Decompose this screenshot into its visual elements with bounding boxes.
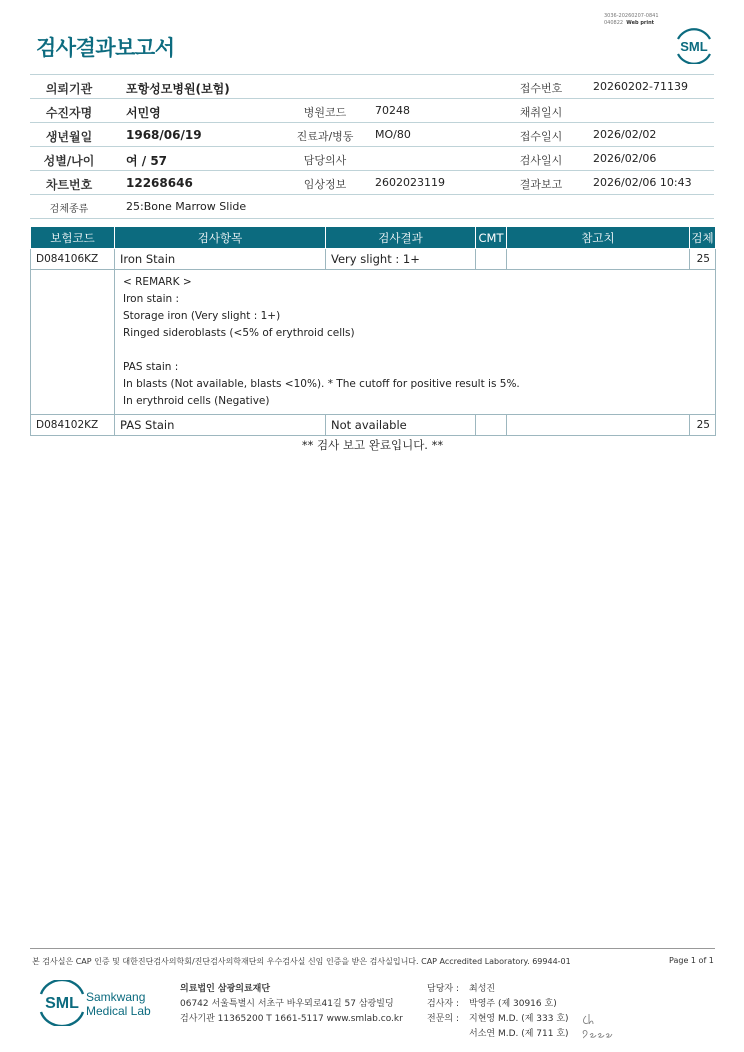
col-header-item: 검사항목 [115, 227, 326, 249]
test-date-value: 2026/02/06 [593, 152, 657, 165]
cell-ref [507, 249, 690, 270]
certification-text: 본 검사실은 CAP 인증 및 대한진단검사의학회/진단검사의학재단의 우수검사실 신임 인증을 받은 검사실입니다. CAP Accredited Laboratory. 69944-01 [32, 957, 571, 966]
collection-date-label: 채취일시 [519, 106, 563, 119]
remark-line: < REMARK > [123, 276, 192, 288]
samkwang-logo-icon [38, 980, 156, 1026]
cell-blank [31, 270, 115, 415]
name-value: 서민영 [126, 106, 161, 120]
dob-label: 생년월일 [45, 130, 93, 144]
completion-note: ** 검사 보고 완료입니다. ** [301, 438, 444, 452]
footer-divider [30, 948, 715, 949]
cell-ref [507, 415, 690, 436]
remark-line: Storage iron (Very slight : 1+) [123, 310, 281, 322]
chart-no-label: 차트번호 [45, 178, 93, 192]
cell-specimen: 25 [690, 249, 716, 270]
remark-line: Iron stain : [123, 293, 180, 305]
receipt-no-label: 접수번호 [519, 82, 563, 95]
manager-value: 최성진 [469, 984, 496, 994]
col-header-code: 보험코드 [31, 227, 115, 249]
print-mode: Web print [626, 20, 655, 26]
remark-line: In erythroid cells (Negative) [123, 395, 270, 407]
specialist2-value: 서소연 M.D. (제 711 호) [469, 1029, 569, 1039]
cell-cmt [476, 415, 507, 436]
specimen-value: 25:Bone Marrow Slide [126, 200, 247, 213]
test-date-label: 검사일시 [519, 154, 563, 167]
remark-line [123, 342, 707, 359]
tester-value: 박영주 (제 30916 호) [469, 999, 557, 1009]
footer-logo-sub1: Samkwang [86, 990, 146, 1004]
org-address: 06742 서울특별시 서초구 바우뫼로41길 57 삼광빌딩 [180, 999, 394, 1009]
cell-specimen: 25 [690, 415, 716, 436]
institution-label: 의뢰기관 [45, 82, 93, 96]
print-info [604, 13, 659, 27]
signature-icon [580, 1010, 616, 1042]
col-header-specimen: 검체 [690, 227, 716, 249]
cell-cmt [476, 249, 507, 270]
col-header-ref: 참고치 [507, 227, 690, 249]
info-row-name [30, 99, 714, 123]
receipt-date-label: 접수일시 [519, 130, 563, 143]
remark-block [115, 270, 716, 415]
org-name: 의료법인 삼광의료재단 [180, 984, 271, 994]
print-code: 040822 [604, 20, 624, 26]
remark-line: In blasts (Not available, blasts <10%). * The cutoff for positive result is 5%. [123, 378, 520, 390]
hospital-code-label: 병원코드 [303, 106, 347, 119]
receipt-no-value: 20260202-71139 [593, 80, 688, 93]
clinical-info-value: 2602023119 [375, 176, 445, 189]
dob-value: 1968/06/19 [126, 128, 202, 142]
info-row-institution [30, 74, 714, 99]
hospital-code-value: 70248 [375, 104, 410, 117]
tester-label: 검사자 : [427, 999, 459, 1009]
table-row [31, 415, 716, 436]
print-id: 3036-20260207-0841 [604, 13, 659, 19]
receipt-date-value: 2026/02/02 [593, 128, 657, 141]
cell-code: D084106KZ [31, 249, 115, 270]
specialist1-value: 지현영 M.D. (제 333 호) [469, 1014, 569, 1024]
footer-logo-text: SML [45, 995, 79, 1012]
institution-value: 포항성모병원(보험) [126, 82, 230, 96]
remark-row [31, 270, 716, 415]
patient-info [30, 74, 714, 219]
cell-item: Iron Stain [115, 249, 326, 270]
org-info [180, 982, 403, 1027]
specimen-label: 검체종류 [49, 204, 89, 215]
cell-code: D084102KZ [31, 415, 115, 436]
staff-info [427, 982, 569, 1042]
table-row [31, 249, 716, 270]
dept-value: MO/80 [375, 128, 411, 141]
org-contact: 검사기관 11365200 T 1661-5117 www.smlab.co.kr [180, 1014, 403, 1024]
remark-line: PAS stain : [123, 361, 179, 373]
report-date-value: 2026/02/06 10:43 [593, 176, 692, 189]
cell-result: Not available [326, 415, 476, 436]
col-header-cmt: CMT [476, 227, 507, 249]
info-row-specimen [30, 195, 714, 219]
col-header-result: 검사결과 [326, 227, 476, 249]
report-date-label: 결과보고 [519, 178, 563, 191]
results-header-row [31, 227, 716, 249]
results-table [30, 226, 716, 436]
sex-age-value: 여 / 57 [126, 154, 168, 168]
sex-age-label: 성별/나이 [43, 154, 95, 168]
report-title: 검사결과보고서 [36, 36, 175, 60]
sml-logo-text: SML [680, 39, 708, 54]
specialist-label: 전문의 : [427, 1014, 459, 1024]
info-row-dob [30, 123, 714, 147]
info-row-chart [30, 171, 714, 195]
name-label: 수진자명 [45, 106, 93, 120]
info-row-sex-age [30, 147, 714, 171]
page-number: Page 1 of 1 [669, 956, 714, 965]
cell-result: Very slight : 1+ [326, 249, 476, 270]
manager-label: 담당자 : [427, 984, 459, 994]
doctor-label: 담당의사 [303, 154, 347, 167]
cell-item: PAS Stain [115, 415, 326, 436]
dept-label: 진료과/병동 [296, 130, 354, 143]
clinical-info-label: 임상정보 [303, 178, 347, 191]
remark-line: Ringed sideroblasts (<5% of erythroid cells) [123, 327, 355, 339]
chart-no-value: 12268646 [126, 176, 193, 190]
footer-logo-sub2: Medical Lab [86, 1004, 151, 1018]
sml-logo-icon [672, 26, 716, 64]
